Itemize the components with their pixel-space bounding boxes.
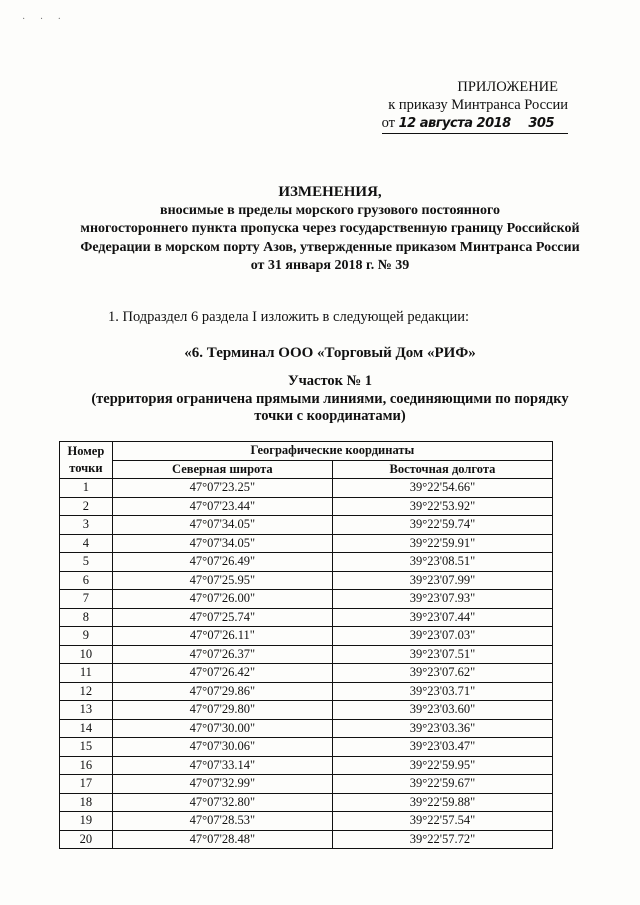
table-row <box>60 756 553 775</box>
point-number: 3 <box>60 516 113 535</box>
heading-title: ИЗМЕНЕНИЯ, <box>278 184 382 200</box>
appendix-order-line <box>382 114 568 134</box>
longitude-cell: 39°23'08.51" <box>332 553 552 572</box>
coordinates-body <box>60 479 553 849</box>
order-date-handwritten: 12 августа 2018 <box>398 116 511 131</box>
longitude-cell: 39°23'07.51" <box>332 645 552 664</box>
heading-line-2: многостороннего пункта пропуска через государственную границу Российской <box>80 221 580 236</box>
plot-desc-1: (территория ограничена прямыми линиями, соединяющими по порядку <box>91 390 569 407</box>
latitude-cell: 47°07'28.53" <box>112 812 332 831</box>
point-number: 8 <box>60 608 113 627</box>
section-title: «6. Терминал ООО «Торговый Дом «РИФ» <box>184 345 476 361</box>
latitude-cell: 47°07'29.80" <box>112 701 332 720</box>
longitude-cell: 39°23'07.44" <box>332 608 552 627</box>
appendix-title: ПРИЛОЖЕНИЕ <box>457 79 558 95</box>
item-1-text: 1. Подраздел 6 раздела I изложить в следующей редакции: <box>108 309 470 325</box>
point-number: 10 <box>60 645 113 664</box>
table-row <box>60 701 553 720</box>
point-number: 6 <box>60 571 113 590</box>
point-number: 15 <box>60 738 113 757</box>
longitude-cell: 39°23'07.99" <box>332 571 552 590</box>
col-header-number-line1: Номер <box>67 444 105 458</box>
table-row <box>60 571 553 590</box>
latitude-cell: 47°07'32.80" <box>112 793 332 812</box>
latitude-cell: 47°07'30.00" <box>112 719 332 738</box>
point-number: 14 <box>60 719 113 738</box>
latitude-cell: 47°07'26.42" <box>112 664 332 683</box>
point-number: 1 <box>60 479 113 498</box>
table-row <box>60 830 553 849</box>
point-number: 12 <box>60 682 113 701</box>
table-row <box>60 645 553 664</box>
latitude-cell: 47°07'26.11" <box>112 627 332 646</box>
latitude-cell: 47°07'23.25" <box>112 479 332 498</box>
longitude-cell: 39°22'57.72" <box>332 830 552 849</box>
latitude-cell: 47°07'25.95" <box>112 571 332 590</box>
appendix-block <box>382 78 568 134</box>
longitude-cell: 39°22'59.74" <box>332 516 552 535</box>
scan-specks: · · · <box>22 14 67 25</box>
col-header-number-line2: точки <box>69 461 103 475</box>
table-row <box>60 719 553 738</box>
appendix-order-ref: к приказу Минтранса России <box>388 97 568 113</box>
longitude-cell: 39°22'59.91" <box>332 534 552 553</box>
point-number: 13 <box>60 701 113 720</box>
plot-title: Участок № 1 <box>287 373 373 389</box>
point-number: 4 <box>60 534 113 553</box>
point-number: 20 <box>60 830 113 849</box>
table-row <box>60 627 553 646</box>
table-row <box>60 812 553 831</box>
latitude-cell: 47°07'32.99" <box>112 775 332 794</box>
table-row <box>60 553 553 572</box>
longitude-cell: 39°22'59.88" <box>332 793 552 812</box>
heading-line-4: от 31 января 2018 г. № 39 <box>250 258 410 273</box>
point-number: 7 <box>60 590 113 609</box>
heading-line-1: вносимые в пределы морского грузового постоянного <box>160 202 500 218</box>
longitude-cell: 39°23'03.36" <box>332 719 552 738</box>
col-header-latitude: Северная широта <box>112 460 332 479</box>
longitude-cell: 39°22'53.92" <box>332 497 552 516</box>
latitude-cell: 47°07'26.00" <box>112 590 332 609</box>
longitude-cell: 39°23'03.71" <box>332 682 552 701</box>
point-number: 9 <box>60 627 113 646</box>
latitude-cell: 47°07'28.48" <box>112 830 332 849</box>
table-row <box>60 664 553 683</box>
table-row <box>60 497 553 516</box>
table-row <box>60 738 553 757</box>
heading-line-3: Федерации в морском порту Азов, утвержденные приказом Минтранса России <box>80 239 580 255</box>
point-number: 16 <box>60 756 113 775</box>
latitude-cell: 47°07'34.05" <box>112 516 332 535</box>
longitude-cell: 39°23'07.93" <box>332 590 552 609</box>
plot-heading <box>60 373 600 426</box>
longitude-cell: 39°23'07.03" <box>332 627 552 646</box>
table-row <box>60 516 553 535</box>
table-row <box>60 775 553 794</box>
latitude-cell: 47°07'30.06" <box>112 738 332 757</box>
latitude-cell: 47°07'26.49" <box>112 553 332 572</box>
point-number: 19 <box>60 812 113 831</box>
table-row <box>60 479 553 498</box>
longitude-cell: 39°22'59.67" <box>332 775 552 794</box>
latitude-cell: 47°07'33.14" <box>112 756 332 775</box>
latitude-cell: 47°07'34.05" <box>112 534 332 553</box>
longitude-cell: 39°22'57.54" <box>332 812 552 831</box>
col-header-number <box>60 442 113 479</box>
order-prefix: от <box>381 115 395 131</box>
longitude-cell: 39°22'54.66" <box>332 479 552 498</box>
longitude-cell: 39°22'59.95" <box>332 756 552 775</box>
point-number: 18 <box>60 793 113 812</box>
latitude-cell: 47°07'26.37" <box>112 645 332 664</box>
point-number: 5 <box>60 553 113 572</box>
order-number-handwritten: 305 <box>528 116 554 131</box>
table-row <box>60 682 553 701</box>
point-number: 11 <box>60 664 113 683</box>
latitude-cell: 47°07'23.44" <box>112 497 332 516</box>
col-header-longitude: Восточная долгота <box>332 460 552 479</box>
latitude-cell: 47°07'25.74" <box>112 608 332 627</box>
col-header-group: Географические координаты <box>112 442 552 461</box>
point-number: 2 <box>60 497 113 516</box>
document-heading <box>60 183 600 276</box>
longitude-cell: 39°23'03.47" <box>332 738 552 757</box>
table-row <box>60 534 553 553</box>
table-row <box>60 793 553 812</box>
longitude-cell: 39°23'03.60" <box>332 701 552 720</box>
point-number: 17 <box>60 775 113 794</box>
longitude-cell: 39°23'07.62" <box>332 664 552 683</box>
coordinates-table <box>59 441 553 849</box>
table-row <box>60 590 553 609</box>
table-row <box>60 608 553 627</box>
plot-desc-2: точки с координатами) <box>254 408 406 424</box>
latitude-cell: 47°07'29.86" <box>112 682 332 701</box>
